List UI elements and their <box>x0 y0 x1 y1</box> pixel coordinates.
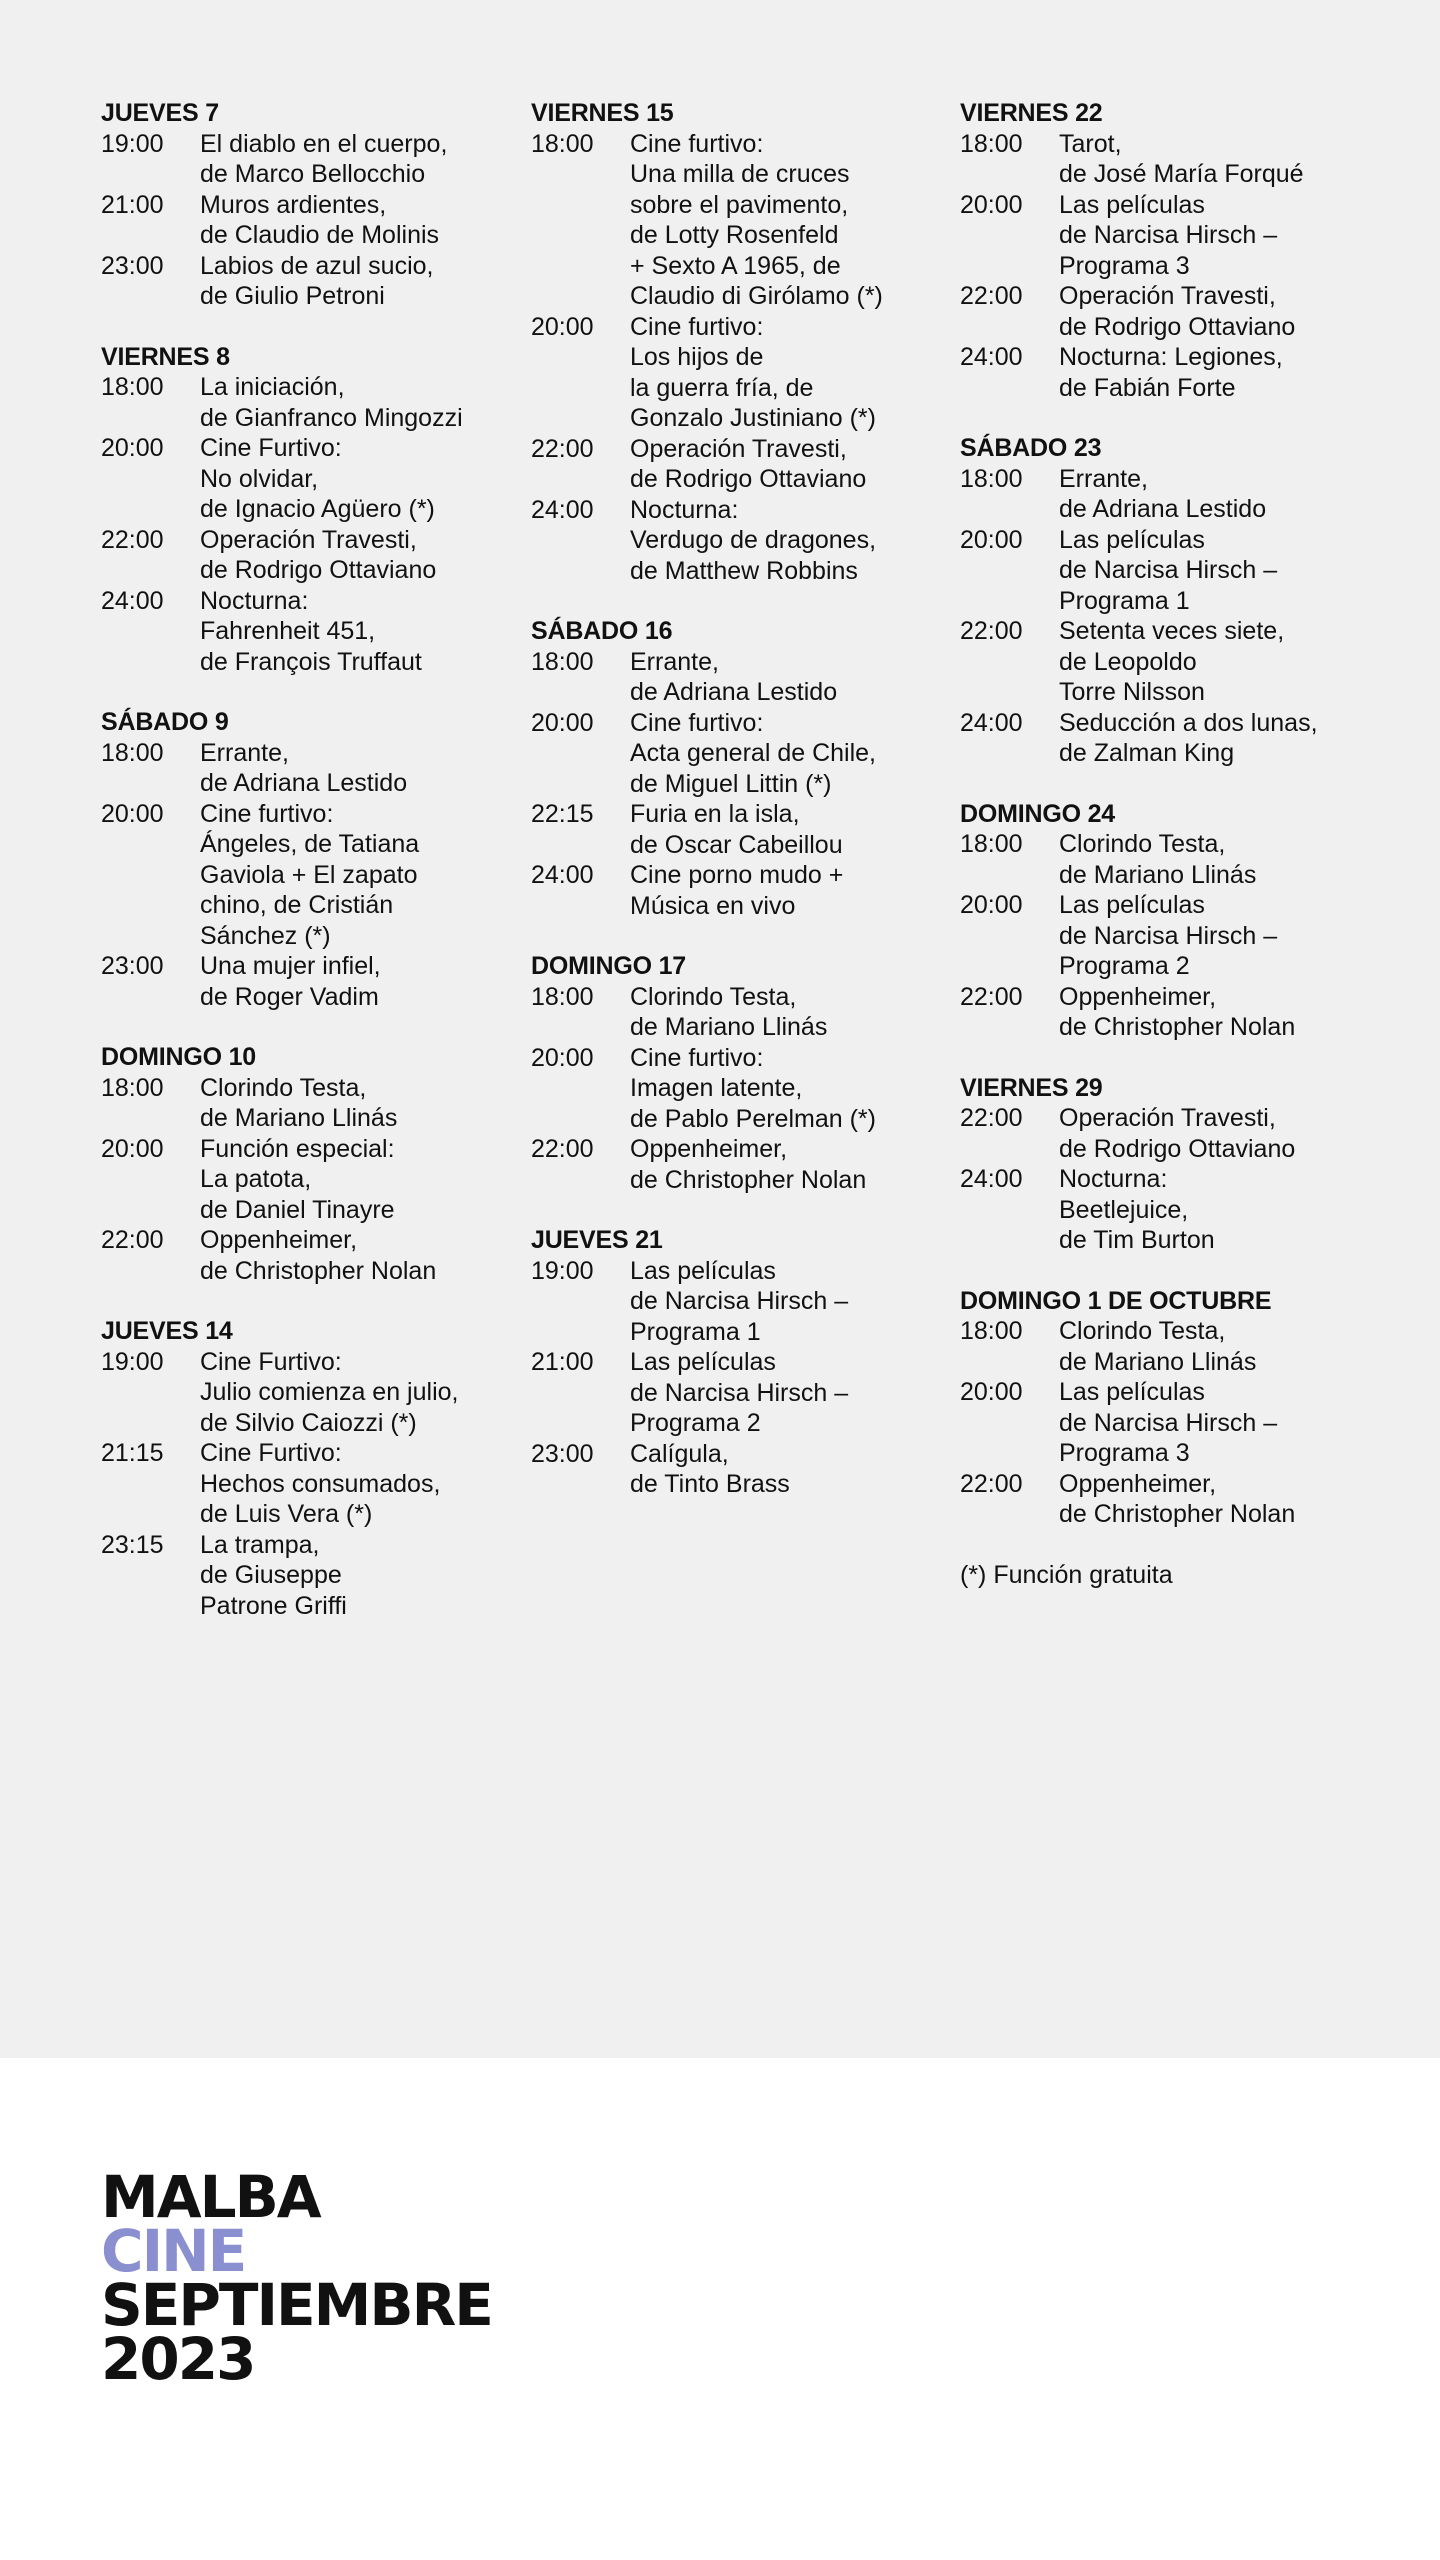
day-block <box>960 433 1360 769</box>
day-block <box>101 342 501 678</box>
screening-row <box>531 982 931 1043</box>
screening-title: Nocturna: Beetlejuice, de Tim Burton <box>1059 1165 1215 1254</box>
screening-title: Cine Furtivo: No olvidar, de Ignacio Agüero (*) <box>200 434 435 523</box>
screening-time: 20:00 <box>531 312 594 341</box>
screening-title: Furia en la isla, de Oscar Cabeillou <box>630 800 843 859</box>
screening-title: Calígula, de Tinto Brass <box>630 1439 790 1498</box>
screening-title: Cine Furtivo: Hechos consumados, de Luis Vera (*) <box>200 1439 441 1528</box>
screening-row <box>101 738 501 799</box>
screening-title: Errante, de Adriana Lestido <box>200 738 408 797</box>
screening-title: Cine furtivo: Una milla de cruces sobre el pavimento, de Lotty Rosenfeld + Sexto A 1965, de Claudio di Girólamo (*) <box>630 129 883 310</box>
screening-row <box>960 342 1360 403</box>
screening-row <box>101 586 501 678</box>
day-block <box>960 1073 1360 1256</box>
schedule-column-2 <box>531 98 931 1530</box>
screening-title: Cine furtivo: Los hijos de la guerra fría, de Gonzalo Justiniano (*) <box>630 312 876 432</box>
day-block <box>960 98 1360 403</box>
screening-row <box>101 433 501 525</box>
screening-row <box>960 616 1360 708</box>
screening-time: 20:00 <box>101 434 164 462</box>
screening-time: 18:00 <box>960 830 1023 858</box>
screening-title: Cine furtivo: Ángeles, de Tatiana Gaviola + El zapato chino, de Cristián Sánchez (*) <box>200 799 420 950</box>
screening-time: 24:00 <box>960 1165 1023 1193</box>
screening-title: Setenta veces siete, de Leopoldo Torre Nilsson <box>1059 617 1285 706</box>
day-block <box>960 799 1360 1043</box>
day-heading: DOMINGO 1 DE OCTUBRE <box>960 1286 1272 1315</box>
screening-time: 24:00 <box>531 861 594 889</box>
screening-time: 22:00 <box>960 1469 1023 1498</box>
screening-title: Las películas de Narcisa Hirsch – Programa 2 <box>1059 891 1278 980</box>
screening-time: 20:00 <box>960 190 1023 219</box>
screening-time: 18:00 <box>101 373 164 401</box>
screening-time: 22:00 <box>101 525 164 554</box>
screening-title: Una mujer infiel, de Roger Vadim <box>200 952 381 1011</box>
screening-title: La trampa, de Giuseppe Patrone Griffi <box>200 1530 347 1620</box>
screening-title: Operación Travesti, de Rodrigo Ottaviano <box>1059 282 1296 341</box>
screening-row <box>960 829 1360 890</box>
day-heading: JUEVES 21 <box>531 1226 663 1254</box>
screening-title: Oppenheimer, de Christopher Nolan <box>1059 1469 1296 1528</box>
day-block <box>531 616 931 921</box>
screening-row <box>101 525 501 586</box>
screening-title: Errante, de Adriana Lestido <box>1059 464 1267 523</box>
screening-title: Las películas de Narcisa Hirsch – Programa 3 <box>1059 190 1278 280</box>
screening-time: 24:00 <box>531 495 594 524</box>
screening-time: 23:00 <box>101 251 164 280</box>
screening-time: 20:00 <box>960 1378 1023 1406</box>
day-block <box>101 98 501 312</box>
screening-row <box>101 951 501 1012</box>
screening-row <box>531 1043 931 1135</box>
schedule-column-1 <box>101 98 501 1651</box>
screening-row <box>101 129 501 190</box>
screening-title: Las películas de Narcisa Hirsch – Programa 1 <box>1059 525 1278 615</box>
screening-row <box>101 251 501 312</box>
screening-title: La iniciación, de Gianfranco Mingozzi <box>200 373 463 432</box>
screening-time: 22:00 <box>531 434 594 463</box>
brand-line-cine: CINE <box>101 2217 246 2285</box>
day-block <box>101 707 501 1012</box>
day-heading: VIERNES 15 <box>531 99 674 127</box>
screening-title: Nocturna: Verdugo de dragones, de Matthew Robbins <box>630 495 877 585</box>
day-heading: SÁBADO 9 <box>101 708 229 736</box>
screening-time: 22:00 <box>531 1135 594 1163</box>
screening-title: Las películas de Narcisa Hirsch – Programa 3 <box>1059 1378 1278 1467</box>
screening-time: 21:00 <box>531 1348 594 1376</box>
screening-row <box>101 1347 501 1439</box>
screening-row <box>101 799 501 952</box>
screening-time: 18:00 <box>531 982 594 1011</box>
screening-row <box>101 1134 501 1226</box>
screening-time: 22:00 <box>960 1104 1023 1132</box>
screening-row <box>531 434 931 495</box>
screening-row <box>960 1316 1360 1377</box>
brand-block <box>101 2163 492 2393</box>
screening-time: 22:00 <box>960 617 1023 645</box>
day-block <box>960 1286 1360 1530</box>
screening-time: 23:15 <box>101 1530 164 1559</box>
screening-title: Las películas de Narcisa Hirsch – Programa 2 <box>630 1348 849 1437</box>
screening-time: 20:00 <box>531 1043 594 1072</box>
screening-row <box>960 464 1360 525</box>
screening-time: 20:00 <box>531 708 594 737</box>
screening-time: 22:00 <box>101 1226 164 1254</box>
screening-row <box>960 525 1360 617</box>
screening-title: Operación Travesti, de Rodrigo Ottaviano <box>1059 1104 1296 1163</box>
screening-row <box>960 1103 1360 1164</box>
day-heading: DOMINGO 17 <box>531 952 686 980</box>
screening-time: 19:00 <box>101 1347 164 1376</box>
brand-line-malba: MALBA <box>101 2163 320 2231</box>
screening-row <box>531 1134 931 1195</box>
screening-title: Cine furtivo: Acta general de Chile, de Miguel Littin (*) <box>630 708 876 798</box>
screening-row <box>960 129 1360 190</box>
screening-time: 22:15 <box>531 800 594 828</box>
screening-title: Oppenheimer, de Christopher Nolan <box>1059 982 1296 1041</box>
screening-time: 19:00 <box>531 1256 594 1285</box>
screening-time: 23:00 <box>531 1439 594 1468</box>
brand-line-year: 2023 <box>101 2325 255 2393</box>
day-block <box>101 1042 501 1286</box>
screening-row <box>960 1377 1360 1469</box>
screening-time: 20:00 <box>101 799 164 828</box>
screening-title: Función especial: La patota, de Daniel Tinayre <box>200 1134 395 1224</box>
screening-title: Nocturna: Legiones, de Fabián Forte <box>1059 343 1283 402</box>
screening-title: Tarot, de José María Forqué <box>1059 129 1304 188</box>
screening-title: Cine Furtivo: Julio comienza en julio, de Silvio Caiozzi (*) <box>200 1347 459 1437</box>
screening-row <box>101 1530 501 1622</box>
screening-title: Oppenheimer, de Christopher Nolan <box>630 1135 867 1194</box>
day-heading: DOMINGO 24 <box>960 799 1115 828</box>
screening-time: 18:00 <box>101 1073 164 1102</box>
screening-title: Clorindo Testa, de Mariano Llinás <box>630 982 828 1041</box>
screening-time: 20:00 <box>101 1134 164 1163</box>
day-block <box>101 1316 501 1621</box>
screening-row <box>531 495 931 587</box>
day-heading: SÁBADO 16 <box>531 617 673 645</box>
screening-time: 21:00 <box>101 190 164 219</box>
screening-title: Cine furtivo: Imagen latente, de Pablo Perelman (*) <box>630 1043 876 1133</box>
screening-time: 18:00 <box>531 129 594 158</box>
footnote: (*) Función gratuita <box>960 1560 1173 1589</box>
day-block <box>531 1225 931 1500</box>
screening-time: 20:00 <box>960 891 1023 919</box>
day-heading: VIERNES 22 <box>960 99 1103 127</box>
screening-time: 20:00 <box>960 525 1023 554</box>
screening-title: Clorindo Testa, de Mariano Llinás <box>200 1073 398 1132</box>
screening-title: Seducción a dos lunas, de Zalman King <box>1059 708 1318 767</box>
screening-row <box>531 1256 931 1348</box>
screening-row <box>101 1225 501 1286</box>
screening-title: Clorindo Testa, de Mariano Llinás <box>1059 1317 1257 1376</box>
day-heading: VIERNES 8 <box>101 342 230 371</box>
day-block <box>531 951 931 1195</box>
screening-title: Las películas de Narcisa Hirsch – Programa 1 <box>630 1256 849 1346</box>
footnote-wrap <box>960 1560 1360 1591</box>
screening-row <box>531 799 931 860</box>
screening-time: 19:00 <box>101 129 164 158</box>
screening-title: Labios de azul sucio, de Giulio Petroni <box>200 251 434 310</box>
screening-row <box>101 372 501 433</box>
screening-row <box>531 1347 931 1439</box>
screening-row <box>101 1073 501 1134</box>
screening-title: Cine porno mudo + Música en vivo <box>630 861 844 920</box>
screening-time: 18:00 <box>531 647 594 676</box>
screening-row <box>531 708 931 800</box>
screening-title: Errante, de Adriana Lestido <box>630 647 838 706</box>
screening-row <box>960 982 1360 1043</box>
schedule-column-3 <box>960 98 1360 1590</box>
screening-time: 18:00 <box>960 464 1023 493</box>
screening-row <box>531 1439 931 1500</box>
screening-row <box>531 129 931 312</box>
screening-row <box>960 890 1360 982</box>
screening-time: 24:00 <box>101 586 164 615</box>
screening-row <box>531 647 931 708</box>
screening-row <box>960 281 1360 342</box>
screening-title: El diablo en el cuerpo, de Marco Bellocchio <box>200 129 448 188</box>
screening-time: 18:00 <box>960 129 1023 158</box>
day-heading: VIERNES 29 <box>960 1073 1103 1102</box>
screening-row <box>101 190 501 251</box>
screening-time: 18:00 <box>960 1317 1023 1345</box>
screening-row <box>960 1164 1360 1256</box>
screening-title: Clorindo Testa, de Mariano Llinás <box>1059 830 1257 889</box>
screening-title: Oppenheimer, de Christopher Nolan <box>200 1226 437 1285</box>
screening-time: 24:00 <box>960 343 1023 371</box>
screening-time: 18:00 <box>101 738 164 767</box>
day-block <box>531 98 931 586</box>
brand-line-month: SEPTIEMBRE <box>101 2271 492 2339</box>
day-heading: JUEVES 7 <box>101 99 219 127</box>
day-heading: DOMINGO 10 <box>101 1043 256 1071</box>
screening-time: 23:00 <box>101 952 164 980</box>
screening-time: 24:00 <box>960 708 1023 737</box>
screening-row <box>531 312 931 434</box>
screening-time: 21:15 <box>101 1439 164 1467</box>
day-heading: JUEVES 14 <box>101 1317 233 1345</box>
screening-row <box>960 708 1360 769</box>
screening-title: Operación Travesti, de Rodrigo Ottaviano <box>200 525 437 584</box>
screening-row <box>101 1438 501 1530</box>
screening-row <box>531 860 931 921</box>
screening-title: Operación Travesti, de Rodrigo Ottaviano <box>630 434 867 493</box>
day-heading: SÁBADO 23 <box>960 434 1102 462</box>
screening-time: 22:00 <box>960 282 1023 310</box>
screening-row <box>960 190 1360 282</box>
screening-title: Nocturna: Fahrenheit 451, de François Truffaut <box>200 586 422 676</box>
screening-row <box>960 1469 1360 1530</box>
screening-time: 22:00 <box>960 982 1023 1011</box>
screening-title: Muros ardientes, de Claudio de Molinis <box>200 190 440 249</box>
